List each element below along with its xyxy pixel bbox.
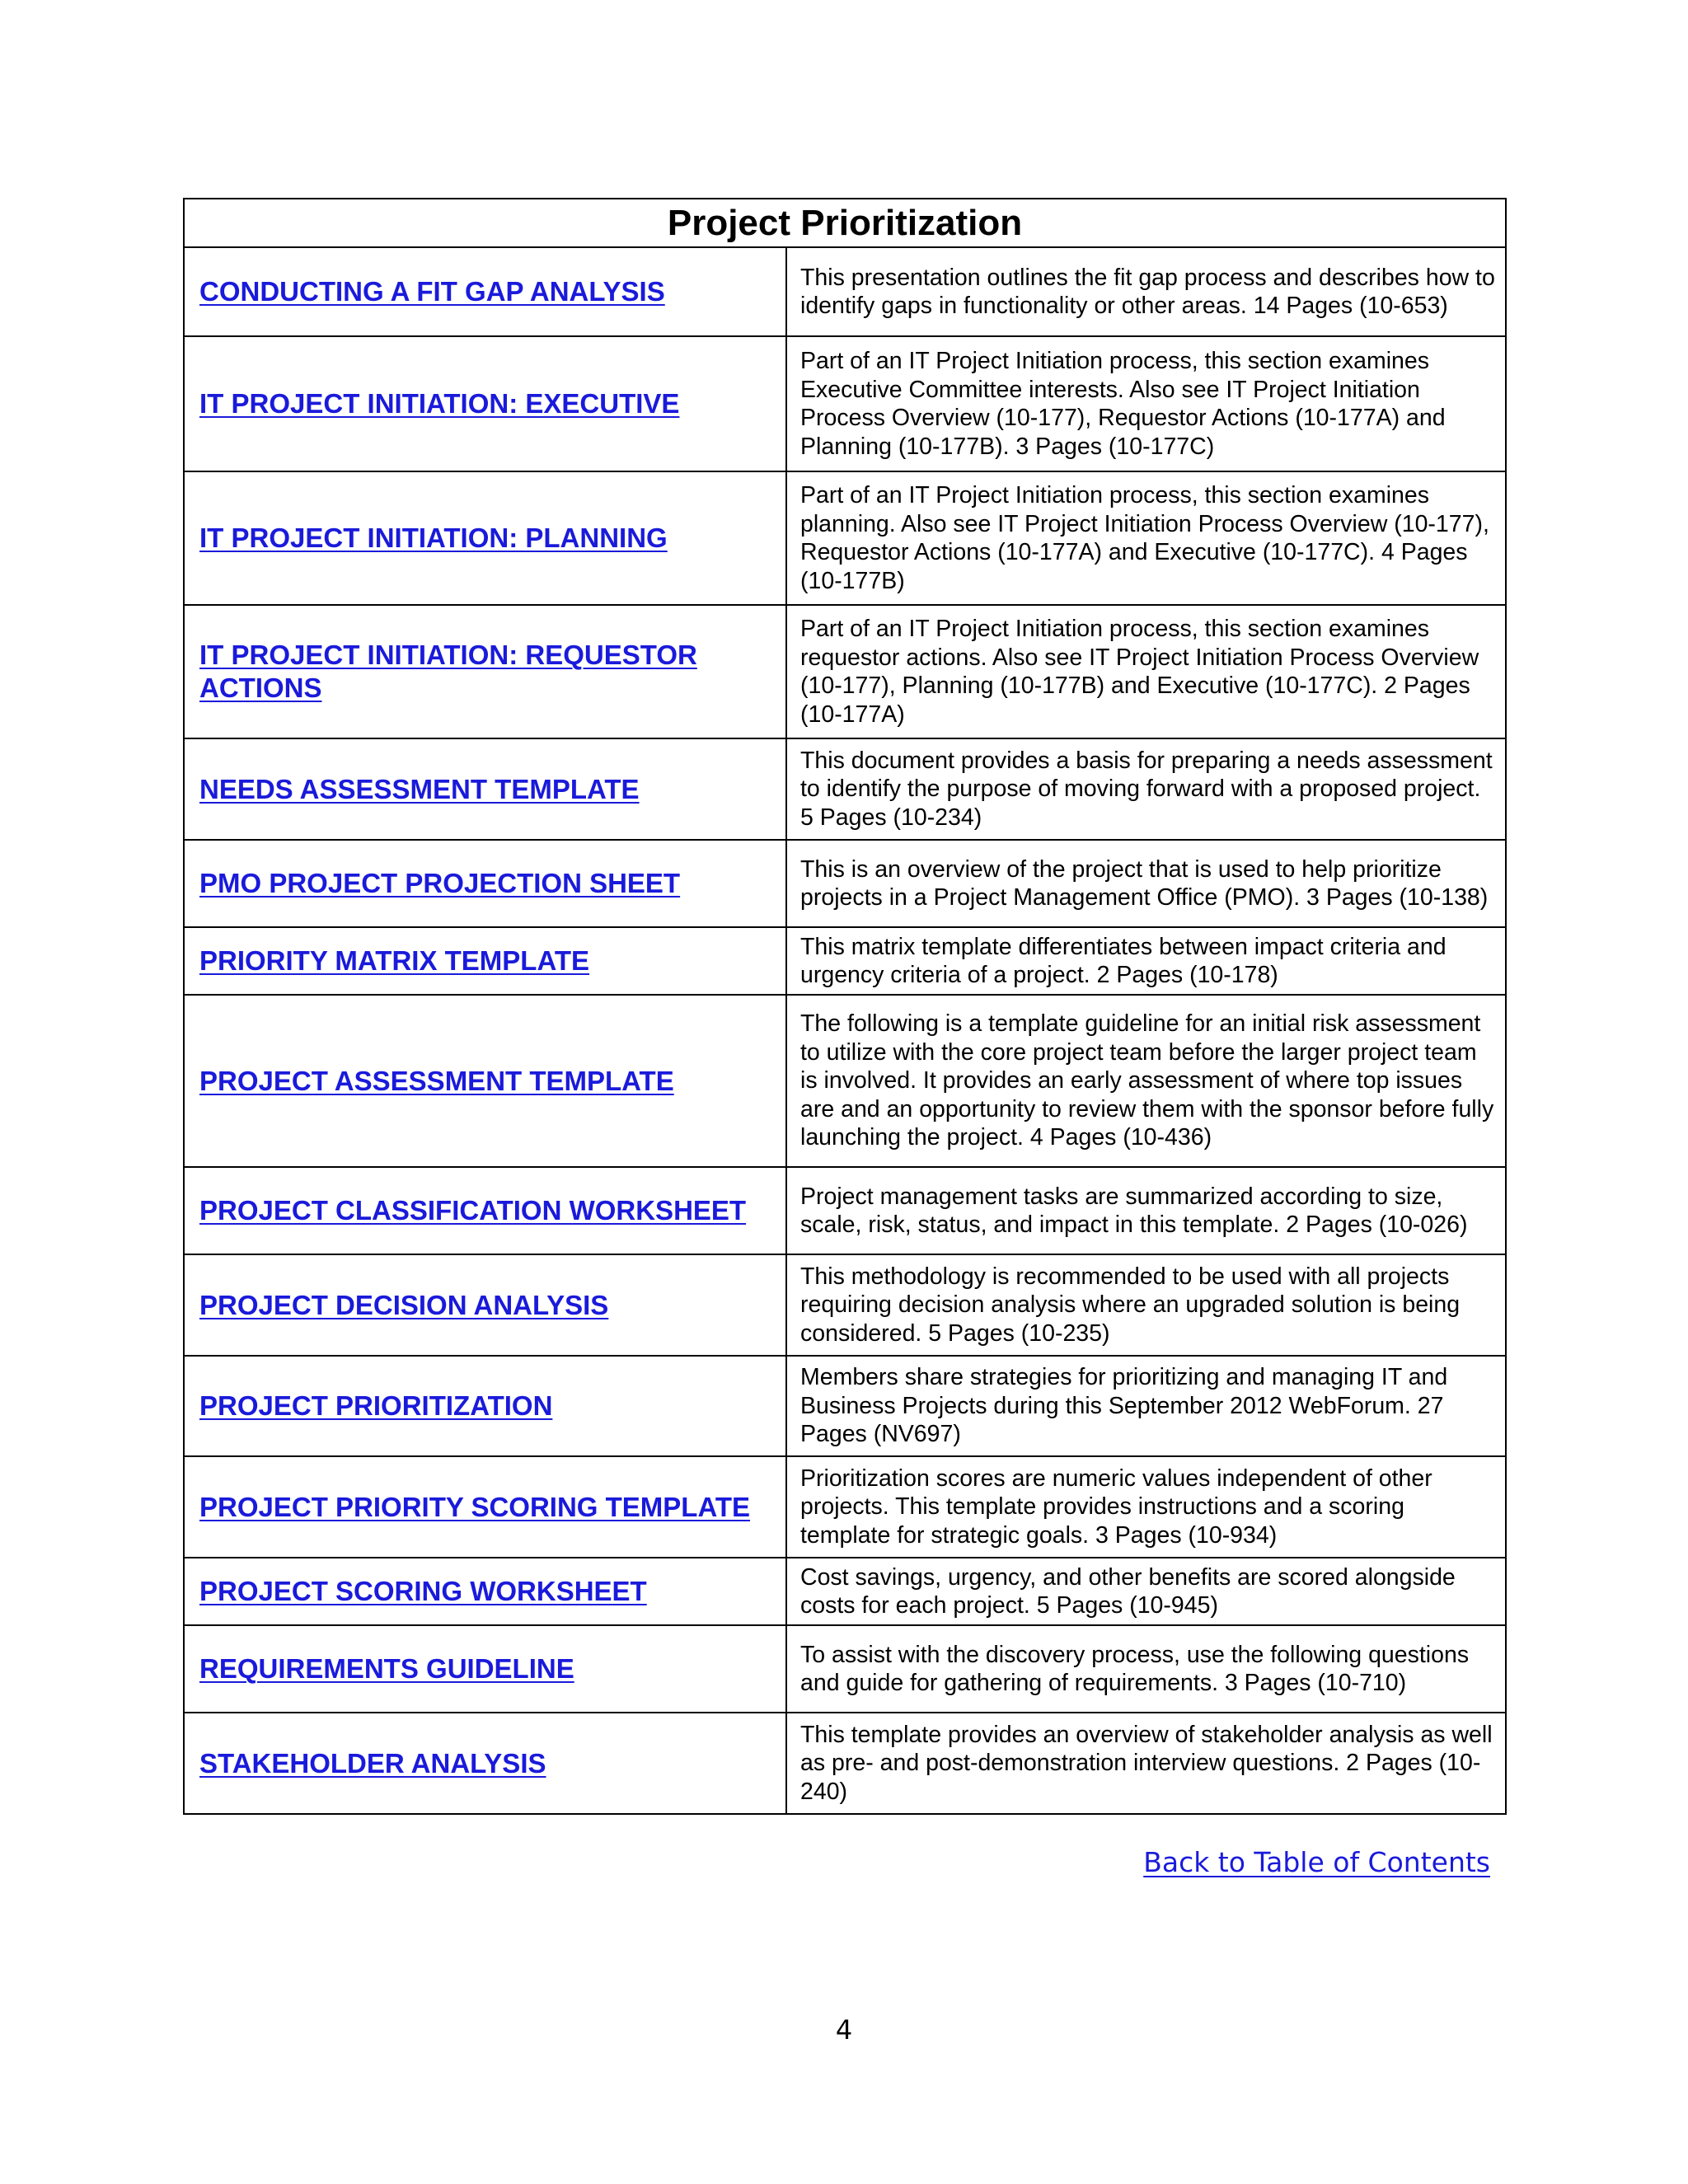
resource-description: Part of an IT Project Initiation process, this section examines planning. Also see IT Project Initiation Process Overview (10-177), Requestor Actions (10-177A) and Executive (10-177C). 4 Pages (10-177B) [786,471,1506,605]
resource-link[interactable]: IT PROJECT INITIATION: PLANNING [199,523,668,553]
resource-description: Part of an IT Project Initiation process, this section examines requestor actions. Also see IT Project Initiation Process Overview (10-177), Planning (10-177B) and Executive (10-177C). 2 Pages (10-177A) [786,605,1506,738]
resource-link[interactable]: PRIORITY MATRIX TEMPLATE [199,945,590,976]
resource-link[interactable]: STAKEHOLDER ANALYSIS [199,1747,546,1779]
resource-description: This methodology is recommended to be used with all projects requiring decision analysis where an upgraded solution is being considered. 5 Pages (10-235) [786,1254,1506,1356]
table-row [184,840,1506,927]
resource-link[interactable]: PROJECT CLASSIFICATION WORKSHEET [199,1195,747,1226]
resource-link[interactable]: PROJECT DECISION ANALYSIS [199,1289,609,1320]
resource-link[interactable]: IT PROJECT INITIATION: EXECUTIVE [199,388,680,419]
table-row [184,1356,1506,1456]
table-row [184,927,1506,995]
resource-link[interactable]: REQUIREMENTS GUIDELINE [199,1653,574,1684]
resource-link[interactable]: NEEDS ASSESSMENT TEMPLATE [199,773,640,804]
resource-description: This presentation outlines the fit gap process and describes how to identify gaps in functionality or other areas. 14 Pages (10-653) [786,247,1506,336]
resource-description: This document provides a basis for preparing a needs assessment to identify the purpose of moving forward with a proposed project. 5 Pages (10-234) [786,738,1506,840]
table-row [184,1456,1506,1558]
table-row [184,995,1506,1167]
resource-description: Prioritization scores are numeric values independent of other projects. This template provides instructions and a scoring template for strategic goals. 3 Pages (10-934) [786,1456,1506,1558]
resource-description: This template provides an overview of stakeholder analysis as well as pre- and post-demonstration interview questions. 2 Pages (10-240) [786,1713,1506,1814]
resource-table [183,198,1507,1815]
table-title: Project Prioritization [184,199,1506,247]
table-row [184,247,1506,336]
resource-description: Cost savings, urgency, and other benefits are scored alongside costs for each project. 5 Pages (10-945) [786,1558,1506,1625]
table-row [184,605,1506,738]
resource-description: Members share strategies for prioritizing and managing IT and Business Projects during this September 2012 WebForum. 27 Pages (NV697) [786,1356,1506,1456]
resource-description: Part of an IT Project Initiation process, this section examines Executive Committee interests. Also see IT Project Initiation Process Overview (10-177), Requestor Actions (10-177A) and Planning (10-177B). 3 Pages (10-177C) [786,336,1506,471]
table-row [184,1254,1506,1356]
resource-description: This is an overview of the project that is used to help prioritize projects in a Project Management Office (PMO). 3 Pages (10-138) [786,840,1506,927]
table-row [184,738,1506,840]
page-number: 4 [835,2014,853,2046]
resource-link[interactable]: PROJECT PRIORITY SCORING TEMPLATE [199,1491,751,1522]
resource-link[interactable]: PMO PROJECT PROJECTION SHEET [199,868,681,898]
resource-link[interactable]: PROJECT SCORING WORKSHEET [199,1576,647,1606]
table-row [184,471,1506,605]
resource-link[interactable]: PROJECT PRIORITIZATION [199,1390,553,1421]
resource-description: This matrix template differentiates between impact criteria and urgency criteria of a project. 2 Pages (10-178) [786,927,1506,995]
table-row [184,1167,1506,1254]
table-row [184,1625,1506,1713]
resource-description: The following is a template guideline for an initial risk assessment to utilize with the core project team before the larger project team is involved. It provides an early assessment of where top issues are and an opportunity to review them with the sponsor before fully launching the project. 4 Pages (10-436) [786,995,1506,1167]
table-row [184,336,1506,471]
table-row [184,1713,1506,1814]
resource-description: Project management tasks are summarized according to size, scale, risk, status, and impact in this template. 2 Pages (10-026) [786,1167,1506,1254]
table-row [184,1558,1506,1625]
resource-link[interactable]: PROJECT ASSESSMENT TEMPLATE [199,1065,674,1096]
resource-link[interactable]: IT PROJECT INITIATION: REQUESTOR ACTIONS [199,640,697,703]
back-to-toc-link[interactable]: Back to Table of Contents [1143,1846,1490,1878]
resource-description: To assist with the discovery process, use the following questions and guide for gathering of requirements. 3 Pages (10-710) [786,1625,1506,1713]
resource-link[interactable]: CONDUCTING A FIT GAP ANALYSIS [199,276,665,307]
